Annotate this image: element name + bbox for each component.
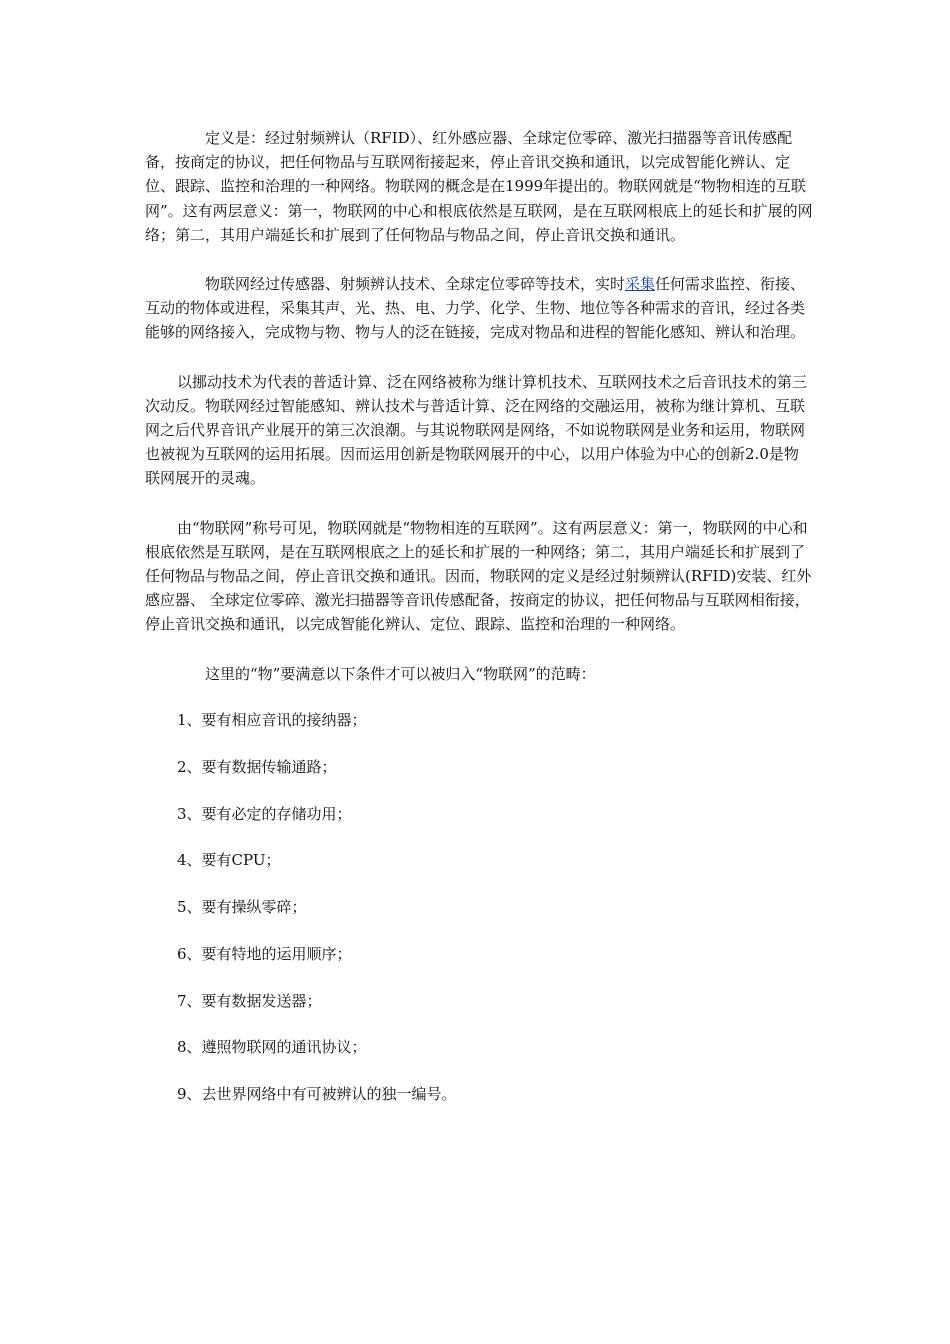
condition-item-6: 6、要有特地的运用顺序； — [177, 944, 352, 963]
paragraph-sensing — [145, 272, 813, 345]
paragraph-spacer — [145, 247, 813, 272]
paragraph-sensing-text-after: 任何需求监控、衔接、互动的物体或进程，采集其声、光、热、电、力学、化学、生物、地位等各种需求的音讯，经过各类能够的网络接入，完成物与物、物与人的泛在链接，完成对物品和进程的智能化感知、辨认和治理。 — [145, 275, 806, 342]
list-spacer — [145, 686, 813, 709]
paragraph-wave: 以挪动技术为代表的普适计算、泛在网络被称为继计算机技术、互联网技术之后音讯技术的第三次动反。物联网经过智能感知、辨认技术与普适计算、泛在网络的交融运用，被称为继计算机、互联网之后代界音讯产业展开的第三次浪潮。与其说物联网是网络，不如说物联网是业务和运用，物联网也被视为互联网的运用拓展。因而运用创新是物联网展开的中心，以用户体验为中心的创新2.0是物联网展开的灵魂。 — [145, 372, 808, 488]
condition-item-2: 2、要有数据传输通路； — [177, 758, 337, 777]
condition-item-5: 5、要有操纵零碎； — [177, 898, 307, 917]
list-spacer — [145, 779, 813, 802]
list-spacer — [145, 1013, 813, 1036]
paragraph-sensing-text-before: 物联网经过传感器、射频辨认技术、全球定位零碎等技术，实时 — [205, 275, 626, 294]
list-spacer — [145, 966, 813, 989]
condition-item-9: 9、去世界网络中有可被辨认的独一编号。 — [177, 1084, 457, 1103]
condition-item-4: 4、要有CPU； — [177, 851, 281, 870]
list-spacer — [145, 826, 813, 849]
conditions-list — [145, 708, 813, 1106]
paragraph-name: 由“物联网”称号可见，物联网就是“物物相连的互联网”。这有两层意义：第一，物联网的中心和根底依然是互联网，是在互联网根底之上的延长和扩展的一种网络；第二，其用户端延长和扩展到了任何物品与物品之间，停止音讯交换和通讯。因而，物联网的定义是经过射频辨认(RFID)安装、红外感应器、 全球定位零碎、激光扫描器等音讯传感配备，按商定的协议，把任何物品与互联网相衔接，停止音讯交换和通讯，以完成智能化辨认、定位、跟踪、监控和治理的一种网络。 — [145, 518, 812, 634]
document-page — [145, 126, 813, 1106]
list-spacer — [145, 1059, 813, 1082]
paragraph-conditions-intro: 这里的“物”要满意以下条件才可以被归入“物联网”的范畴： — [205, 664, 596, 683]
condition-item-8: 8、遵照物联网的通讯协议； — [177, 1038, 367, 1057]
condition-item-3: 3、要有必定的存储功用； — [177, 804, 352, 823]
paragraph-spacer — [145, 637, 813, 662]
paragraph-definition: 定义是：经过射频辨认（RFID）、红外感应器、全球定位零碎、激光扫描器等音讯传感配备，按商定的协议，把任何物品与互联网衔接起来，停止音讯交换和通讯，以完成智能化辨认、定位、跟踪、监控和治理的一种网络。物联网的概念是在1999年提出的。物联网就是“物物相连的互联网”。这有两层意义：第一，物联网的中心和根底依然是互联网，是在互联网根底上的延长和扩展的网络；第二，其用户端延长和扩展到了任何物品与物品之间，停止音讯交换和通讯。 — [145, 129, 813, 244]
condition-item-1: 1、要有相应音讯的接纳器； — [177, 711, 367, 730]
list-spacer — [145, 733, 813, 756]
paragraph-spacer — [145, 345, 813, 370]
list-spacer — [145, 873, 813, 896]
condition-item-7: 7、要有数据发送器； — [177, 991, 322, 1010]
paragraph-spacer — [145, 491, 813, 516]
collect-link[interactable]: 采集 — [625, 275, 656, 294]
list-spacer — [145, 919, 813, 942]
